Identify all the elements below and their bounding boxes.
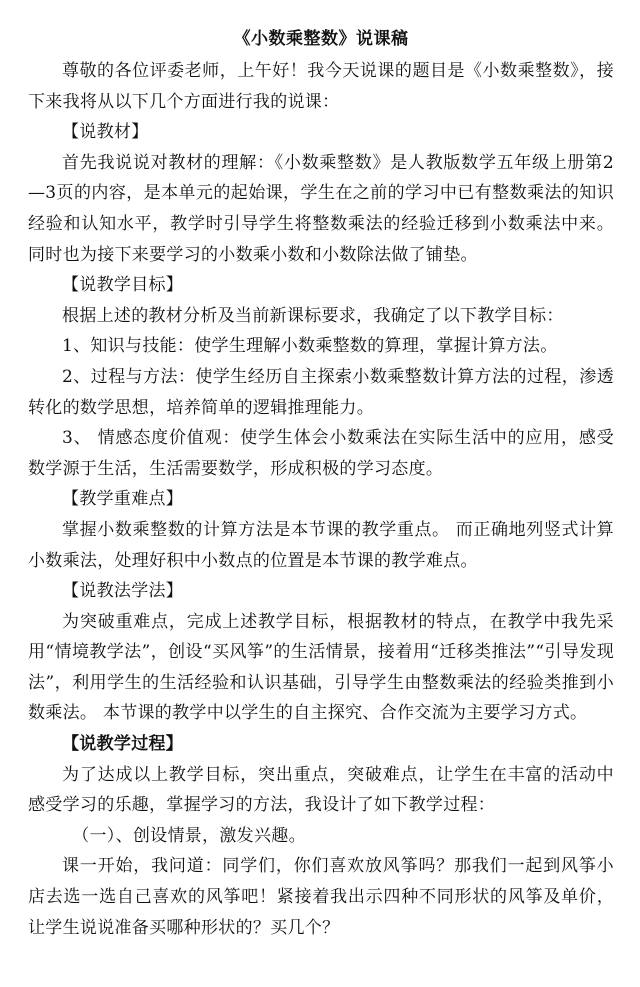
goals-lead-paragraph: 根据上述的教材分析及当前新课标要求，我确定了以下教学目标： — [62, 305, 564, 326]
methods-paragraph: 为突破重难点，完成上述教学目标，根据教材的特点，在教学中我先采用“情境教学法”，创设“买风筝”的生活情景，接着用“迁移类推法”“引导发现法”，利用学生的生活经验和认识基础，引导学生由整数乘法的经验类推到小数乘法。 本节课的教学中以学生的自主探究、合作交流为主要学习方式。 — [28, 611, 614, 724]
document-title: 《小数乘整数》说课稿 — [233, 29, 409, 49]
material-paragraph: 首先我说说对教材的理解：《小数乘整数》是人教版数学五年级上册第2—3页的内容，是本单元的起始课，学生在之前的学习中已有整数乘法的知识经验和认知水平，教学时引导学生将整数乘法的经验迁移到小数乘法中来。同时也为接下来要学习的小数乘小数和小数除法做了铺垫。 — [28, 152, 614, 265]
section-heading-material: 【说教材】 — [62, 122, 149, 143]
goal-process-methods: 2、过程与方法：使学生经历自主探索小数乘整数计算方法的过程，渗透转化的数学思想，培养简单的逻辑推理能力。 — [28, 366, 614, 418]
goal-knowledge-skills: 1、知识与技能：使学生理解小数乘整数的算理，掌握计算方法。 — [62, 336, 558, 357]
process-lead-paragraph: 为了达成以上教学目标，突出重点，突破难点，让学生在丰富的活动中感受学习的乐趣，掌握学习的方法，我设计了如下教学过程： — [28, 764, 614, 816]
goal-emotion-attitude: 3、 情感态度价值观：使学生体会小数乘法在实际生活中的应用，感受数学源于生活，生活需要数学，形成积极的学习态度。 — [28, 428, 614, 479]
section-heading-keypoints: 【教学重难点】 — [62, 489, 184, 510]
process-step1-title: （一）、创设情景，激发兴趣。 — [72, 825, 306, 846]
section-heading-process: 【说教学过程】 — [62, 734, 184, 755]
section-heading-methods: 【说教法学法】 — [62, 581, 184, 602]
keypoints-paragraph: 掌握小数乘整数的计算方法是本节课的教学重点。 而正确地列竖式计算小数乘法，处理好积中小数点的位置是本节课的教学难点。 — [28, 519, 614, 571]
intro-paragraph: 尊敬的各位评委老师，上午好！我今天说课的题目是《小数乘整数》，接下来我将从以下几个方面进行我的说课： — [28, 61, 614, 112]
section-heading-goals: 【说教学目标】 — [62, 275, 184, 296]
process-step1-paragraph: 课一开始，我问道：同学们，你们喜欢放风筝吗？那我们一起到风筝小店去选一选自己喜欢的风筝吧！紧接着我出示四种不同形状的风筝及单价，让学生说说准备买哪种形状的？买几个？ — [28, 856, 614, 938]
document-page — [28, 26, 614, 943]
